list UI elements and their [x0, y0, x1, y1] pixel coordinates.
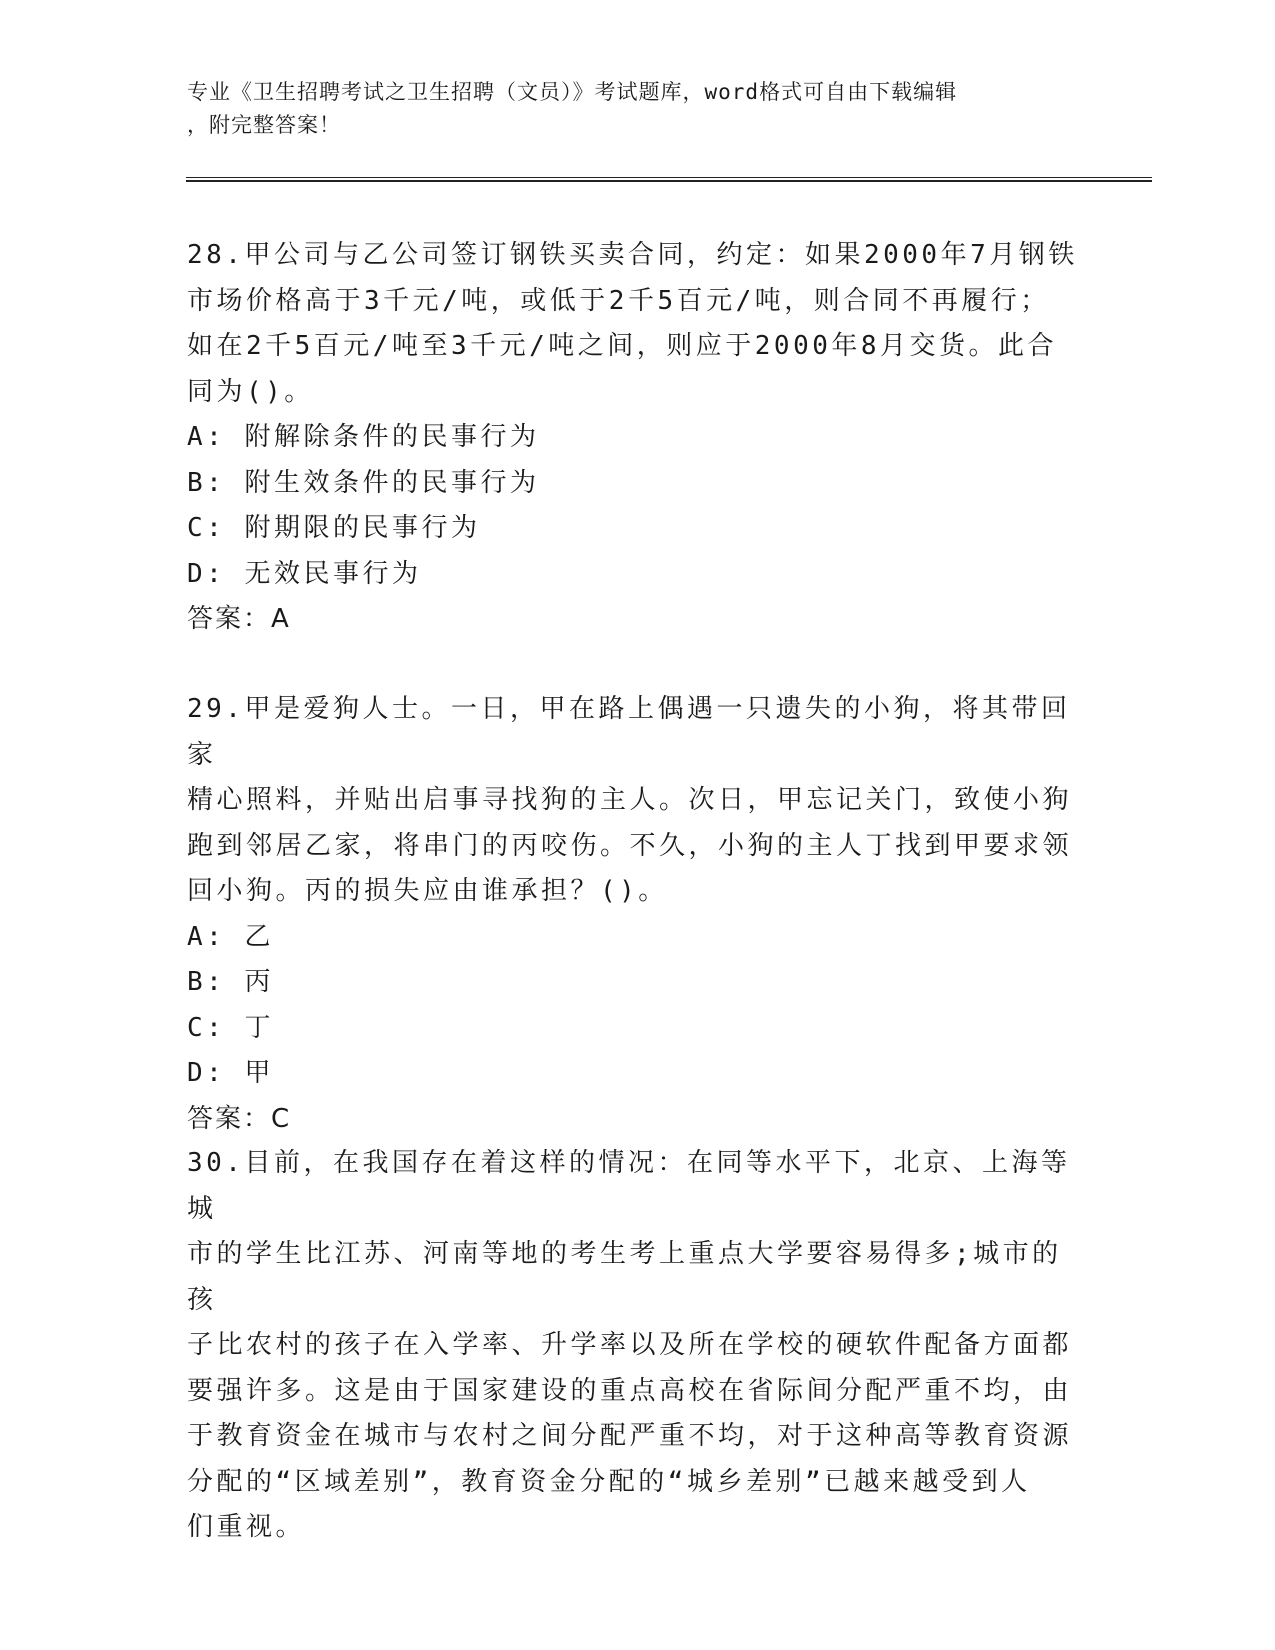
option-c: C: 附期限的民事行为 [187, 513, 481, 543]
stem-line: 子比农村的孩子在入学率、升学率以及所在学校的硬软件配备方面都 [187, 1330, 1073, 1360]
question-30 [187, 1141, 1087, 1551]
question-28 [187, 233, 1087, 642]
stem-line: 跑到邻居乙家，将串门的丙咬伤。不久，小狗的主人丁找到甲要求领 [187, 830, 1073, 861]
stem-line: 回小狗。丙的损失应由谁承担？()。 [187, 876, 668, 906]
stem-line: 29.甲是爱狗人士。一日，甲在路上偶遇一只遗失的小狗，将其带回家 [187, 694, 1071, 770]
option-a: A: 附解除条件的民事行为 [187, 422, 540, 452]
question-stem [187, 233, 1087, 415]
option-c: C: 丁 [187, 1012, 274, 1043]
option-b: B: 附生效条件的民事行为 [187, 467, 540, 498]
stem-line: 于教育资金在城市与农村之间分配严重不均，对于这种高等教育资源 [187, 1421, 1073, 1451]
stem-line: 市的学生比江苏、河南等地的考生考上重点大学要容易得多;城市的孩 [187, 1239, 1062, 1315]
option-d: D: 无效民事行为 [187, 558, 422, 589]
answer-label: 答案：C [187, 1103, 292, 1134]
option-a: A: 乙 [187, 921, 274, 952]
stem-line: 市场价格高于3千元/吨，或低于2千5百元/吨，则合同不再履行； [187, 285, 1050, 316]
header-line-1: 专业《卫生招聘考试之卫生招聘（文员）》考试题库，word格式可自由下载编辑 [187, 80, 958, 104]
stem-line: 28.甲公司与乙公司签订钢铁买卖合同，约定：如果2000年7月钢铁 [187, 240, 1078, 270]
stem-line: 分配的“区域差别”，教育资金分配的“城乡差别”已越来越受到人 [187, 1466, 1031, 1497]
option-d: D: 甲 [187, 1058, 274, 1088]
header-divider [186, 177, 1152, 182]
question-29 [187, 687, 1087, 1142]
stem-line: 精心照料，并贴出启事寻找狗的主人。次日，甲忘记关门，致使小狗 [187, 785, 1073, 815]
stem-line: 如在2千5百元/吨至3千元/吨之间，则应于2000年8月交货。此合 [187, 331, 1058, 361]
stem-line: 30.目前，在我国存在着这样的情况：在同等水平下，北京、上海等城 [187, 1148, 1071, 1224]
stem-line: 同为()。 [187, 376, 314, 407]
document-header [187, 76, 1067, 142]
option-b: B: 丙 [187, 967, 274, 997]
stem-line: 要强许多。这是由于国家建设的重点高校在省际间分配严重不均，由 [187, 1375, 1073, 1406]
stem-line: 们重视。 [187, 1512, 306, 1542]
answer-label: 答案：A [187, 604, 291, 634]
header-line-2: ，附完整答案！ [187, 113, 341, 137]
question-stem [187, 1141, 1087, 1551]
question-stem [187, 687, 1087, 915]
